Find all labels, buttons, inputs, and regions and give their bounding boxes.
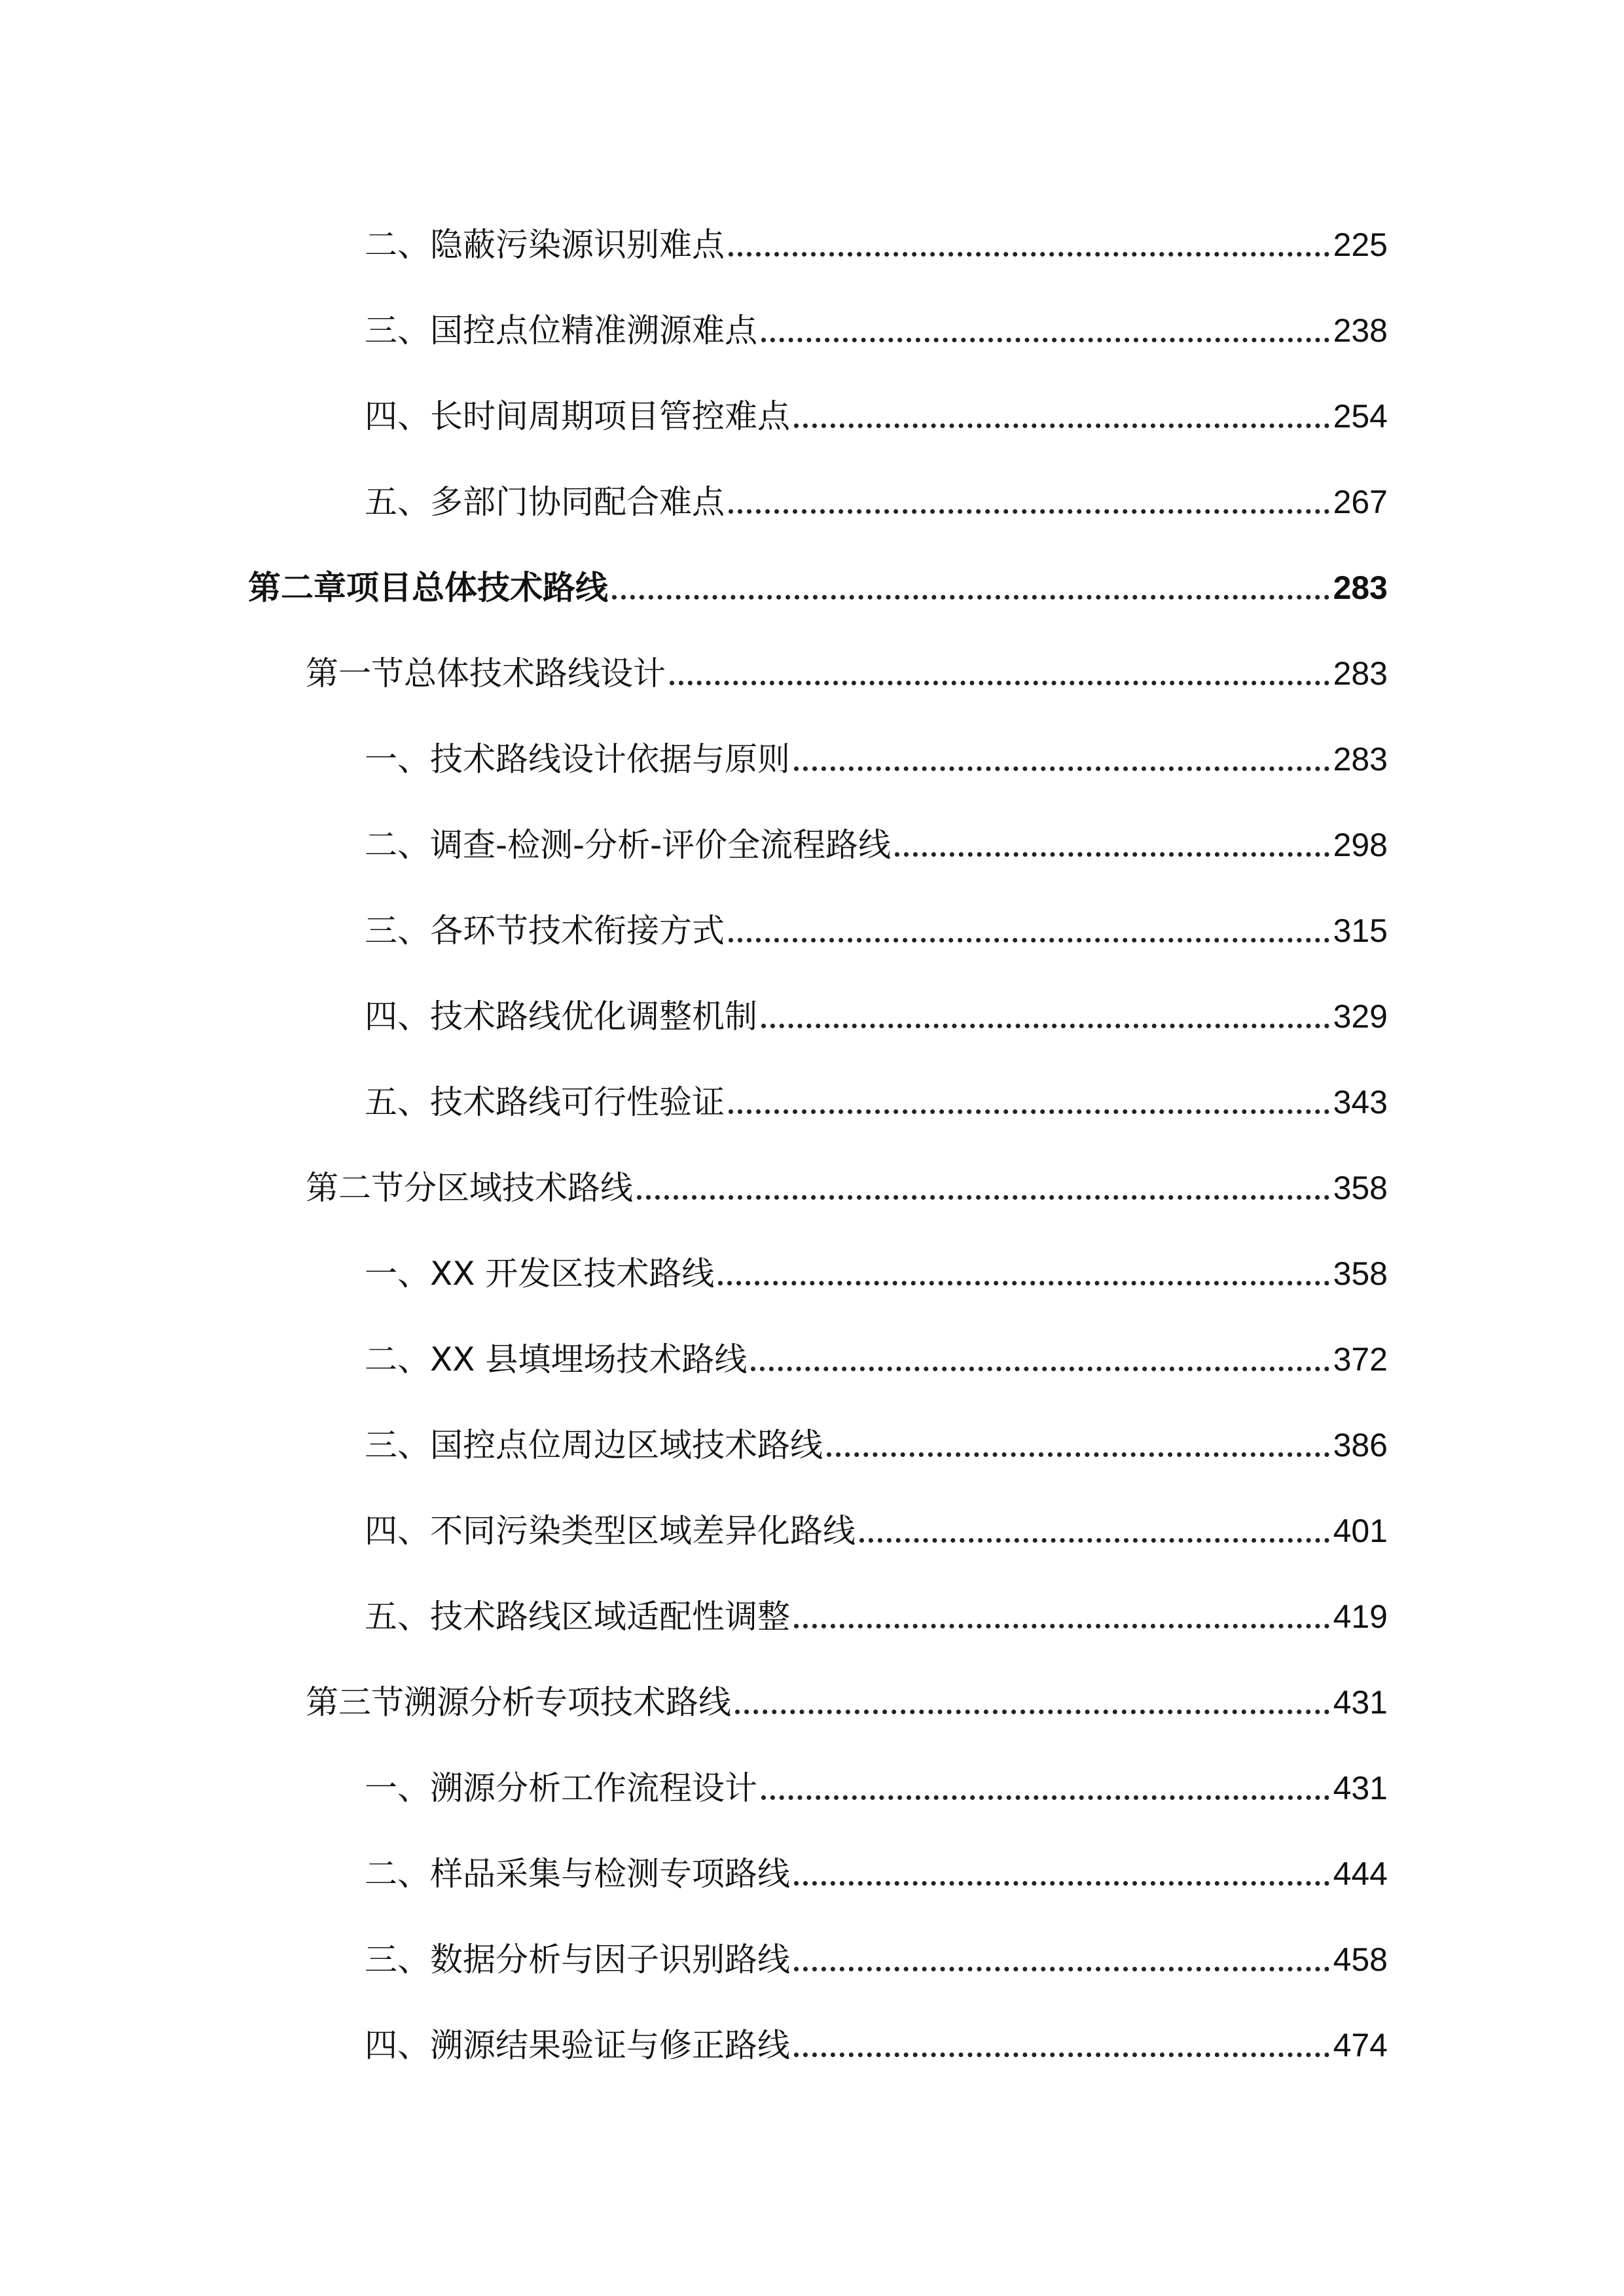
- toc-entry-label: 三、国控点位精准溯源难点: [365, 312, 757, 350]
- toc-entry-page: 267: [1333, 484, 1388, 520]
- toc-entry-label: 四、不同污染类型区域差异化路线: [365, 1512, 856, 1550]
- toc-entry[interactable]: [0, 471, 1388, 523]
- toc-entry-page: 238: [1333, 312, 1388, 349]
- toc-entry[interactable]: [0, 1414, 1388, 1466]
- dot-leader: [827, 1452, 1329, 1457]
- dot-leader: [637, 1195, 1329, 1200]
- toc-chapter-entry[interactable]: [0, 556, 1388, 609]
- toc-entry-page: 358: [1333, 1255, 1388, 1292]
- toc-entry-page: 343: [1333, 1084, 1388, 1121]
- dot-leader: [794, 1967, 1329, 1971]
- toc-entry-label: 第二章项目总体技术路线: [248, 569, 608, 607]
- toc-entry-page: 444: [1333, 1856, 1388, 1892]
- toc-entry-label: 一、溯源分析工作流程设计: [365, 1769, 757, 1807]
- toc-entry[interactable]: [0, 1328, 1388, 1380]
- toc-entry-label: 五、技术路线可行性验证: [365, 1083, 725, 1121]
- toc-entry-label: 三、国控点位周边区域技术路线: [365, 1426, 823, 1464]
- toc-entry-page: 419: [1333, 1598, 1388, 1635]
- dot-leader: [895, 852, 1329, 857]
- toc-entry-label: 五、多部门协同配合难点: [365, 483, 725, 521]
- dot-leader: [761, 338, 1329, 342]
- toc-entry-label: 三、各环节技术衔接方式: [365, 912, 725, 950]
- dot-leader: [794, 1881, 1329, 1886]
- toc-entry-page: 283: [1333, 741, 1388, 778]
- dot-leader: [612, 595, 1329, 600]
- toc-section-entry[interactable]: [0, 642, 1388, 694]
- toc-section-entry[interactable]: [0, 1671, 1388, 1723]
- toc-entry-label: 第三节溯源分析专项技术路线: [306, 1683, 731, 1721]
- toc-entry-label: 第一节总体技术路线设计: [306, 655, 666, 692]
- toc-entry-label: 一、XX 开发区技术路线: [365, 1255, 715, 1293]
- toc-entry-label: 五、技术路线区域适配性调整: [365, 1598, 790, 1636]
- dot-leader: [670, 681, 1329, 685]
- toc-entry-page: 458: [1333, 1941, 1388, 1978]
- toc-entry-label: 四、长时间周期项目管控难点: [365, 397, 790, 435]
- dot-leader: [859, 1538, 1329, 1543]
- toc-entry[interactable]: [0, 385, 1388, 437]
- toc-entry-page: 298: [1333, 827, 1388, 863]
- toc-entry-page: 474: [1333, 2027, 1388, 2064]
- toc-entry[interactable]: [0, 1071, 1388, 1123]
- toc-entry[interactable]: [0, 299, 1388, 351]
- toc-entry-page: 283: [1333, 655, 1388, 692]
- dot-leader: [794, 1624, 1329, 1628]
- toc-entry-page: 372: [1333, 1341, 1388, 1378]
- toc-entry-page: 386: [1333, 1427, 1388, 1463]
- toc-entry-page: 315: [1333, 912, 1388, 949]
- dot-leader: [718, 1281, 1329, 1285]
- toc-entry[interactable]: [0, 213, 1388, 266]
- toc-entry-label: 二、样品采集与检测专项路线: [365, 1855, 790, 1893]
- dot-leader: [751, 1367, 1329, 1371]
- toc-entry-page: 431: [1333, 1684, 1388, 1721]
- dot-leader: [729, 938, 1329, 942]
- toc-entry[interactable]: [0, 728, 1388, 780]
- toc-entry-label: 一、技术路线设计依据与原则: [365, 740, 790, 778]
- toc-entry-page: 431: [1333, 1770, 1388, 1806]
- toc-entry[interactable]: [0, 899, 1388, 952]
- toc-entry[interactable]: [0, 985, 1388, 1037]
- dot-leader: [735, 1710, 1329, 1714]
- toc-entry-page: 283: [1333, 569, 1388, 606]
- toc-entry[interactable]: [0, 1585, 1388, 1638]
- toc-entry[interactable]: [0, 1242, 1388, 1295]
- dot-leader: [729, 509, 1329, 514]
- toc-entry[interactable]: [0, 2014, 1388, 2066]
- toc-entry[interactable]: [0, 814, 1388, 866]
- toc-entry-label: 二、调查-检测-分析-评价全流程路线: [365, 826, 892, 864]
- dot-leader: [729, 252, 1329, 257]
- toc-entry-label: 二、隐蔽污染源识别难点: [365, 226, 725, 264]
- toc-entry[interactable]: [0, 1842, 1388, 1895]
- toc-entry-label: 二、XX 县填埋场技术路线: [365, 1340, 748, 1378]
- toc-entry-label: 第二节分区域技术路线: [306, 1169, 633, 1207]
- dot-leader: [729, 1109, 1329, 1114]
- toc-entry[interactable]: [0, 1499, 1388, 1552]
- toc-entry-label: 三、数据分析与因子识别路线: [365, 1941, 790, 1979]
- dot-leader: [794, 2053, 1329, 2057]
- dot-leader: [794, 766, 1329, 771]
- toc-entry[interactable]: [0, 1928, 1388, 1981]
- toc-entry-page: 254: [1333, 398, 1388, 435]
- toc-entry-page: 329: [1333, 998, 1388, 1035]
- toc-entry-page: 358: [1333, 1170, 1388, 1206]
- dot-leader: [761, 1024, 1329, 1028]
- toc-entry-label: 四、技术路线优化调整机制: [365, 997, 757, 1035]
- toc-entry-page: 401: [1333, 1513, 1388, 1549]
- toc-section-entry[interactable]: [0, 1157, 1388, 1209]
- toc-entry-label: 四、溯源结果验证与修正路线: [365, 2026, 790, 2064]
- toc-entry-page: 225: [1333, 226, 1388, 263]
- dot-leader: [794, 423, 1329, 428]
- dot-leader: [761, 1795, 1329, 1800]
- toc-entry[interactable]: [0, 1757, 1388, 1809]
